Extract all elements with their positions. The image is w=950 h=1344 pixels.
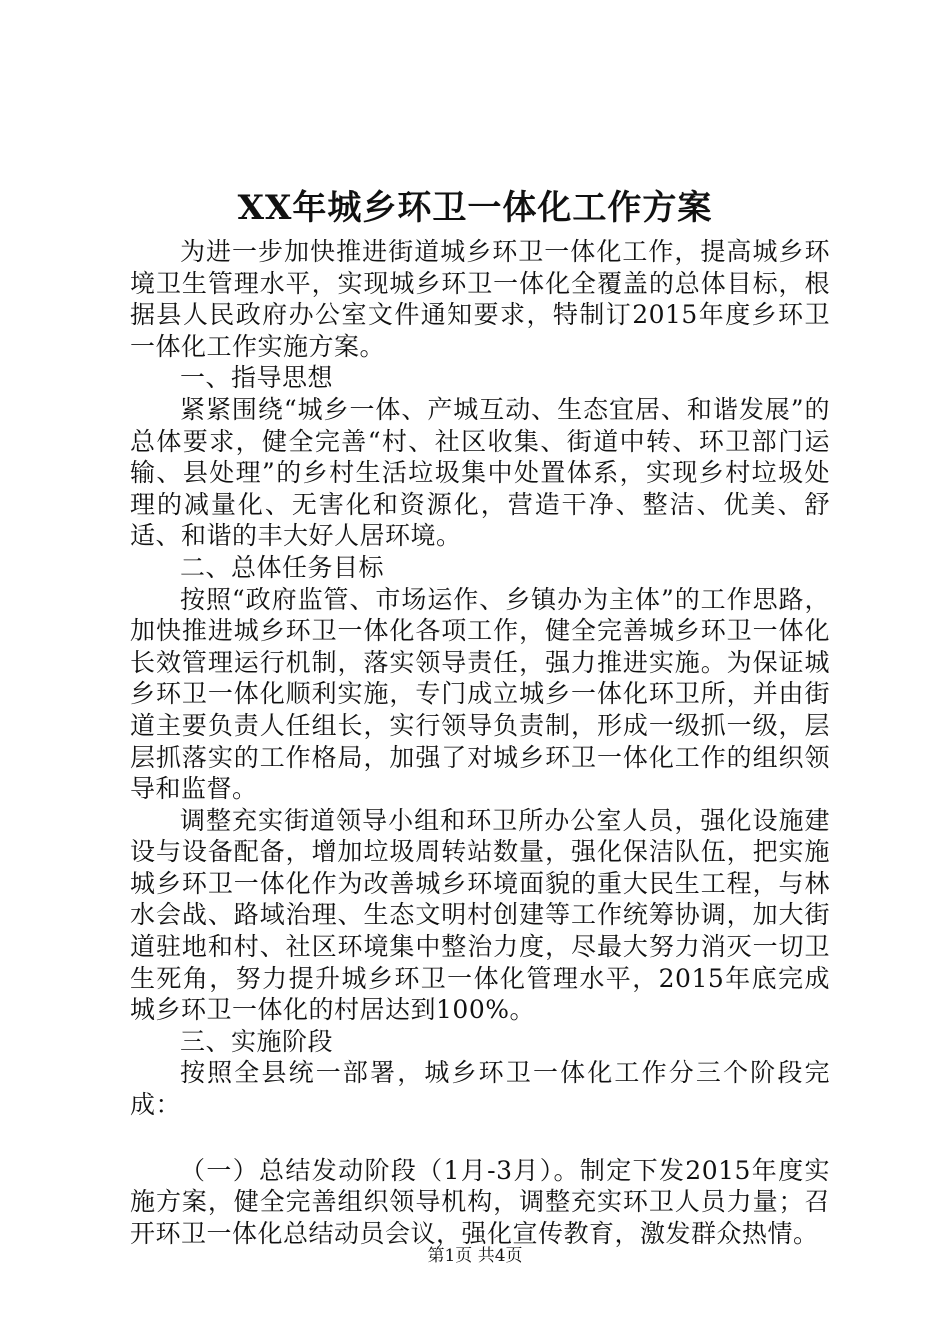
adjustment-paragraph: 调整充实街道领导小组和环卫所办公室人员，强化设施建设与设备配备，增加垃圾周转站数量，强化保洁队伍，把实施城乡环卫一体化作为改善城乡环境面貌的重大民生工程，与林水会战、路域治理、生态文明村创建等工作统筹协调，加大街道驻地和村、社区环境集中整治力度，尽最大努力消灭一切卫生死角，努力提升城乡环卫一体化管理水平，2015年底完成城乡环卫一体化的村居达到100%。 [130,805,830,1025]
page-footer: 第1页 共4页 [427,1246,523,1266]
section-heading-guiding-ideology: 一、指导思想 [180,363,334,393]
guiding-ideology-paragraph: 紧紧围绕“城乡一体、产城互动、生态宜居、和谐发展”的总体要求，健全完善“村、社区收集、街道中转、环卫部门运输、县处理”的乡村生活垃圾集中处置体系，实现乡村垃圾处理的减量化、无害化和资源化，营造干净、整洁、优美、舒适、和谐的丰大好人居环境。 [130,394,830,551]
stage-one-paragraph: （一）总结发动阶段（1月-3月）。制定下发2015年度实施方案，健全完善组织领导机构，调整充实环卫人员力量；召开环卫一体化总结动员会议，强化宣传教育，激发群众热情。 [130,1155,830,1248]
document-title: XX年城乡环卫一体化工作方案 [237,188,713,228]
stages-intro-paragraph: 按照全县统一部署，城乡环卫一体化工作分三个阶段完成： [130,1058,830,1120]
document-body [130,236,830,1249]
section-heading-overall-goals: 二、总体任务目标 [180,552,385,582]
section-heading-implementation-stages: 三、实施阶段 [180,1026,334,1056]
overall-goals-paragraph: 按照“政府监管、市场运作、乡镇办为主体”的工作思路，加快推进城乡环卫一体化各项工作，健全完善城乡环卫一体化长效管理运行机制，落实领导责任，强力推进实施。为保证城乡环卫一体化顺利实施，专门成立城乡一体化环卫所，并由街道主要负责人任组长，实行领导负责制，形成一级抓一级，层层抓落实的工作格局，加强了对城乡环卫一体化工作的组织领导和监督。 [130,584,830,804]
intro-paragraph: 为进一步加快推进街道城乡环卫一体化工作，提高城乡环境卫生管理水平，实现城乡环卫一体化全覆盖的总体目标，根据县人民政府办公室文件通知要求，特制订2015年度乡环卫一体化工作实施方案。 [130,237,830,361]
